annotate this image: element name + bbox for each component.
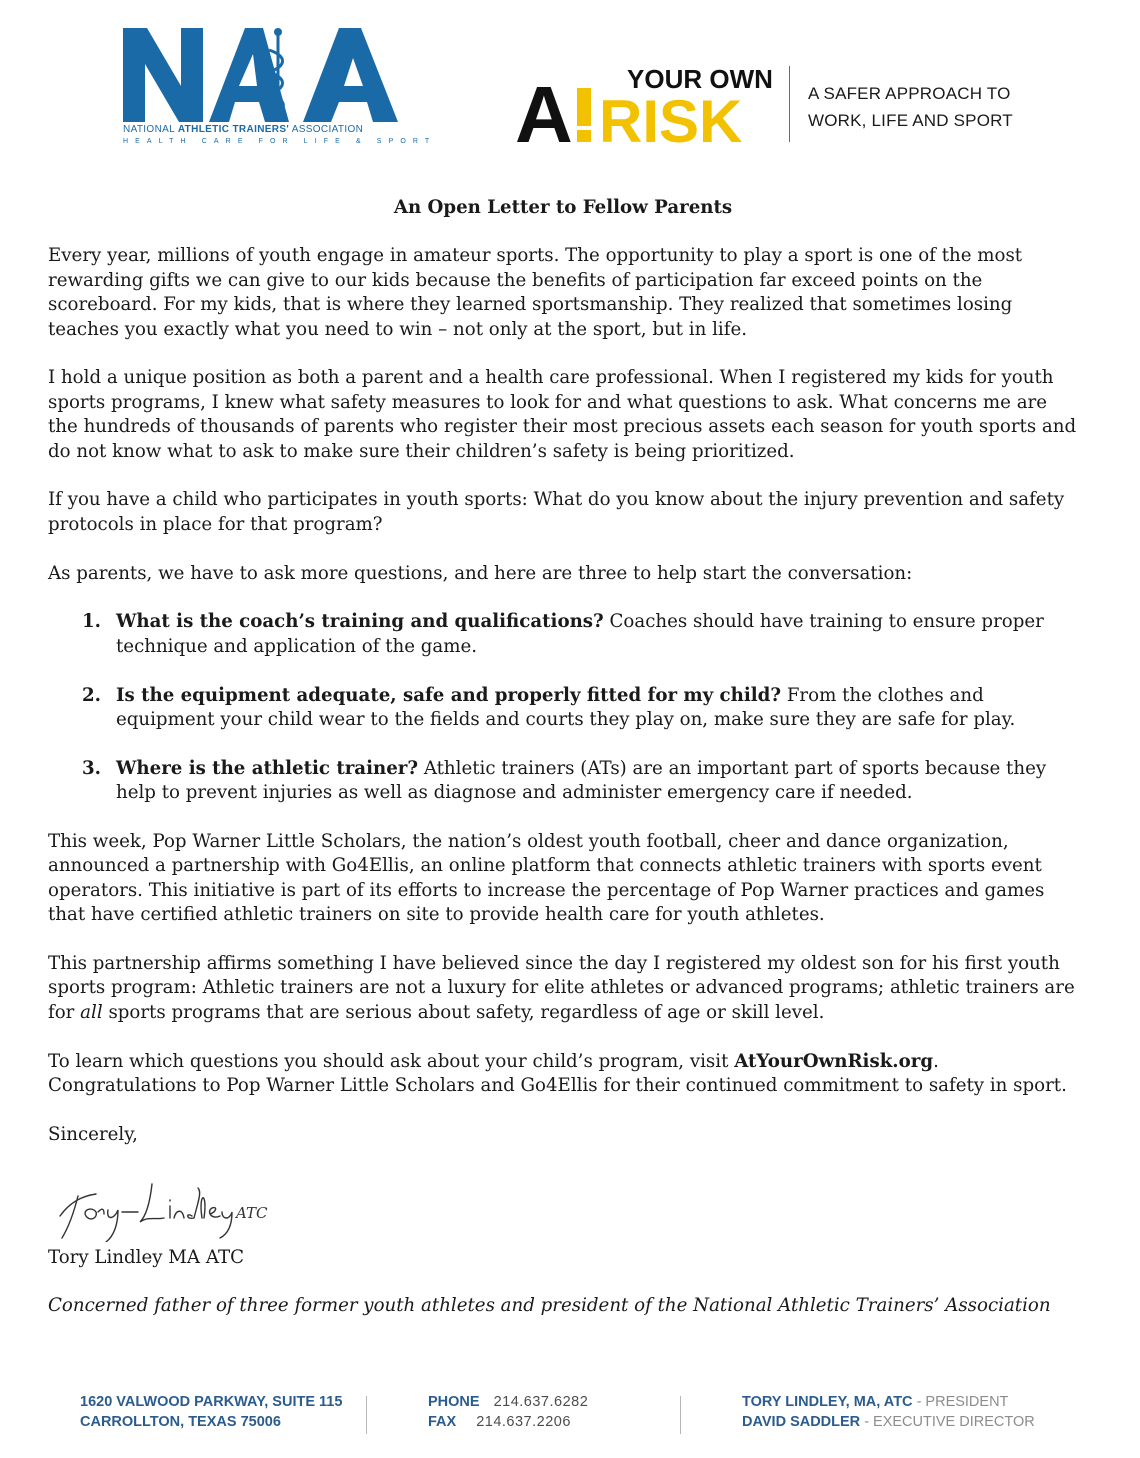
nata-logo	[123, 24, 437, 149]
phone-number: 214.637.6282	[493, 1394, 589, 1410]
list-item	[48, 610, 1078, 659]
signer-title: Concerned father of three former youth athletes and president of the National Athletic Trainers’ Association	[48, 1295, 1051, 1317]
question-text: Is the equipment adequate, safe and properly fitted for my child?	[116, 684, 782, 706]
footer-officers	[742, 1392, 1035, 1432]
question-text: What is the coach’s training and qualifications?	[116, 611, 604, 633]
signature-credential: ATC	[236, 1203, 268, 1222]
emphasis-all: all	[80, 1001, 103, 1023]
paragraph-6: This partnership affirms something I have believed since the day I registered my oldest son for his first youth sports program: Athletic trainers are not a luxury for elite athletes or advanced programs; athletic trainers are for all sports programs that are serious about safety, regardless of age or skill level.	[48, 953, 1075, 1023]
question-answer: Athletic trainers (ATs) are an important part of sports because they help to prevent injuries as well as diagnose and administer emergency care if needed.	[116, 757, 1047, 804]
signature-image	[52, 1172, 292, 1242]
paragraph-7: To learn which questions you should ask about your child’s program, visit AtYourOwnRisk.org. Congratulations to Pop Warner Little Scholars and Go4Ellis for their continued commitment to safety in sport.	[48, 1050, 1067, 1097]
nata-org-name: NATIONAL ATHLETIC TRAINERS' ASSOCIATION	[123, 124, 364, 135]
question-answer: From the clothes and equipment your child wear to the fields and courts they play on, make sure they are safe for play.	[116, 684, 1016, 731]
closing: Sincerely,	[48, 1123, 138, 1145]
fax-number: 214.637.2206	[476, 1414, 571, 1430]
address-line-2: CARROLLTON, TEXAS 75006	[80, 1414, 281, 1430]
paragraph-3: If you have a child who participates in youth sports: What do you know about the injury prevention and safety protocols in place for that program?	[48, 489, 1065, 535]
question-number: 1.	[82, 611, 101, 633]
logo-divider	[789, 66, 790, 142]
website-link[interactable]: AtYourOwnRisk.org	[734, 1050, 934, 1072]
fax-label: FAX	[428, 1414, 457, 1430]
nata-logo-mark	[123, 24, 398, 124]
question-number: 3.	[82, 757, 101, 779]
signer-name: Tory Lindley MA ATC	[48, 1246, 245, 1268]
president-name: TORY LINDLEY, MA, ATC	[742, 1394, 913, 1410]
letterhead-footer	[0, 1392, 1140, 1442]
risk-tagline	[808, 80, 1048, 134]
risk-logo-exclamation	[577, 88, 591, 126]
risk-logo-your-own: YOUR OWN	[627, 64, 773, 94]
footer-divider	[366, 1396, 367, 1434]
footer-divider	[680, 1396, 681, 1434]
letter-body	[48, 196, 1078, 1343]
paragraph-5: This week, Pop Warner Little Scholars, the nation’s oldest youth football, cheer and dance organization, announced a partnership with Go4Ellis, an online platform that connects athletic trainers with sports event operators. This initiative is part of its efforts to increase the percentage of Pop Warner practices and games that have certified athletic trainers on site to provide health care for youth athletes.	[48, 831, 1045, 926]
risk-logo-risk: RISK	[599, 88, 743, 150]
list-item	[48, 684, 1078, 733]
at-your-own-risk-logo	[515, 60, 775, 150]
letter-title: An Open Letter to Fellow Parents	[393, 197, 733, 218]
question-number: 2.	[82, 684, 101, 706]
risk-logo-letter-a: A	[515, 70, 573, 150]
question-answer: Coaches should have training to ensure proper technique and application of the game.	[116, 611, 1044, 657]
footer-address	[80, 1392, 342, 1432]
footer-contact	[428, 1392, 588, 1432]
phone-label: PHONE	[428, 1394, 480, 1410]
director-role: - EXECUTIVE DIRECTOR	[864, 1414, 1035, 1430]
risk-tagline-line2: WORK, LIFE AND SPORT	[808, 111, 1013, 130]
questions-list	[48, 610, 1078, 805]
risk-tagline-line1: A SAFER APPROACH TO	[808, 84, 1011, 103]
paragraph-4: As parents, we have to ask more questions, and here are three to help start the conversation:	[48, 562, 913, 584]
question-text: Where is the athletic trainer?	[116, 757, 419, 779]
list-item	[48, 757, 1078, 806]
director-name: DAVID SADDLER	[742, 1414, 861, 1430]
paragraph-2: I hold a unique position as both a parent and a health care professional. When I registered my kids for youth sports programs, I knew what safety measures to look for and what questions to ask. What concerns me are the hundreds of thousands of parents who register their most precious assets each season for youth sports and do not know what to ask to make sure their children’s safety is being prioritized.	[48, 367, 1077, 462]
address-line-1: 1620 VALWOOD PARKWAY, SUITE 115	[80, 1394, 343, 1410]
nata-tagline: HEALTH CARE FOR LIFE & SPORT	[123, 138, 437, 145]
risk-logo-exclamation-dot	[577, 130, 591, 142]
paragraph-1: Every year, millions of youth engage in amateur sports. The opportunity to play a sport is one of the most rewarding gifts we can give to our kids because the benefits of participation far exceed points on the scoreboard. For my kids, that is where they learned sportsmanship. They realized that sometimes losing teaches you exactly what you need to win – not only at the sport, but in life.	[48, 245, 1023, 340]
president-role: - PRESIDENT	[916, 1394, 1009, 1410]
